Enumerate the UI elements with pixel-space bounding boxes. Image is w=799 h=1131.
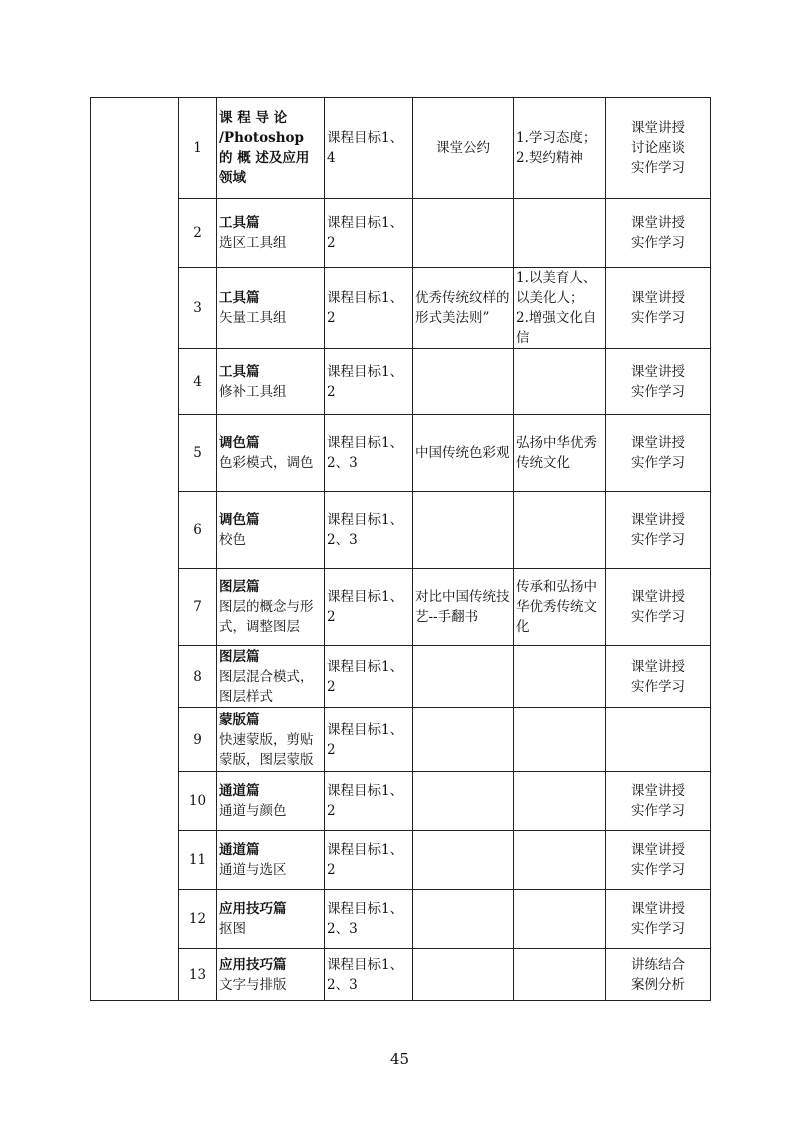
teaching-method-line: 实作学习 [631,310,685,326]
table-row [91,772,711,831]
row-number: 13 [179,949,217,1001]
topic-title: 图层篇 [219,579,260,595]
topic-cell [217,646,325,708]
ideological-point-line: 1.以美育人、以美化人； [516,270,597,306]
ideological-element [413,646,514,708]
topic-title: 调色篇 [219,435,260,451]
course-goal: 课程目标1、2 [325,199,413,268]
ideological-point [514,646,606,708]
teaching-method-line: 实作学习 [631,455,685,471]
topic-cell [217,949,325,1001]
teaching-method-line: 课堂讲授 [631,783,685,799]
table-row [91,708,711,772]
topic-cell [217,349,325,415]
teaching-method [606,772,711,831]
ideological-point-line: 1.学习态度； [516,130,597,146]
teaching-method-line: 实作学习 [631,532,685,548]
topic-subtitle: 选区工具组 [219,235,287,251]
topic-title: 图层篇 [219,648,260,665]
table-row [91,98,711,199]
teaching-method-line: 讨论座谈 [631,140,685,156]
row-number: 6 [179,492,217,569]
row-number: 8 [179,646,217,708]
row-number: 2 [179,199,217,268]
ideological-element [413,492,514,569]
row-number: 3 [179,268,217,349]
teaching-method-line: 课堂讲授 [631,120,685,136]
row-number: 5 [179,415,217,492]
table-row [91,949,711,1001]
topic-title: 应用技巧篇 [219,901,287,917]
topic-title: 蒙版篇 [219,711,260,728]
table-row [91,831,711,890]
course-goal: 课程目标1、2 [325,569,413,646]
topic-subtitle: 修补工具组 [219,383,287,400]
topic-title: 工具篇 [219,215,260,231]
merged-blank-cell [91,98,179,1001]
teaching-method-line: 课堂讲授 [631,290,685,306]
ideological-point [514,772,606,831]
table-row [91,268,711,349]
ideological-point [514,831,606,890]
course-goal: 课程目标1、4 [325,98,413,199]
row-number: 11 [179,831,217,890]
ideological-point [514,199,606,268]
ideological-element [413,349,514,415]
teaching-method [606,890,711,949]
ideological-element [413,199,514,268]
table-row [91,199,711,268]
teaching-method-line: 课堂讲授 [631,589,685,605]
topic-cell [217,415,325,492]
topic-subtitle: 校色 [219,532,246,548]
ideological-point-line: 2.增强文化自信 [516,310,597,346]
page-number: 45 [389,1050,410,1068]
topic-subtitle: 图层的概念与形式，调整图层 [219,599,314,635]
teaching-method [606,646,711,708]
ideological-element: 课堂公约 [413,98,514,199]
topic-cell [217,268,325,349]
ideological-element: 优秀传统纹样的形式美法则” [413,268,514,349]
teaching-method [606,708,711,772]
topic-subtitle: 图层混合模式，图层样式 [219,668,314,705]
teaching-method [606,415,711,492]
ideological-point [514,949,606,1001]
course-goal: 课程目标1、2 [325,772,413,831]
table-row [91,349,711,415]
course-goal: 课程目标1、2、3 [325,949,413,1001]
table-row [91,415,711,492]
teaching-method-line: 课堂讲授 [631,363,685,380]
ideological-point [514,98,606,199]
course-goal: 课程目标1、2 [325,268,413,349]
topic-subtitle: 矢量工具组 [219,310,287,326]
ideological-point [514,492,606,569]
teaching-method-line: 实作学习 [631,678,685,695]
table-row [91,890,711,949]
course-schedule-table [90,97,711,1001]
topic-title: 工具篇 [219,290,260,306]
topic-title: 通道篇 [219,783,260,799]
topic-cell [217,569,325,646]
ideological-point [514,415,606,492]
teaching-method [606,98,711,199]
row-number: 12 [179,890,217,949]
topic-title: 应用技巧篇 [219,956,287,973]
teaching-method [606,199,711,268]
teaching-method-line: 课堂讲授 [631,512,685,528]
topic-cell [217,492,325,569]
topic-subtitle: 快速蒙版，剪贴蒙版，图层蒙版 [219,731,314,768]
table-row [91,492,711,569]
ideological-element: 中国传统色彩观 [413,415,514,492]
course-goal: 课程目标1、2 [325,349,413,415]
ideological-point [514,708,606,772]
teaching-method [606,831,711,890]
ideological-element [413,949,514,1001]
ideological-point [514,569,606,646]
teaching-method-line: 案例分析 [631,976,685,993]
ideological-element: 对比中国传统技艺--手翻书 [413,569,514,646]
course-goal: 课程目标1、2、3 [325,415,413,492]
teaching-method [606,268,711,349]
teaching-method-line: 课堂讲授 [631,658,685,675]
row-number: 4 [179,349,217,415]
ideological-element [413,890,514,949]
ideological-element [413,708,514,772]
ideological-point [514,890,606,949]
topic-title: 通道篇 [219,842,260,858]
teaching-method-line: 课堂讲授 [631,435,685,451]
topic-cell [217,831,325,890]
teaching-method-line: 课堂讲授 [631,842,685,858]
course-goal: 课程目标1、2 [325,646,413,708]
topic-subtitle: 通道与选区 [219,862,287,878]
ideological-element [413,831,514,890]
table-row [91,569,711,646]
topic-subtitle: 文字与排版 [219,976,287,993]
teaching-method [606,349,711,415]
teaching-method [606,569,711,646]
ideological-point-line: 弘扬中华优秀传统文化 [516,435,597,471]
topic-subtitle: 抠图 [219,921,246,937]
topic-cell [217,890,325,949]
ideological-element [413,772,514,831]
topic-cell [217,772,325,831]
ideological-point [514,268,606,349]
course-goal: 课程目标1、2、3 [325,492,413,569]
topic-cell [217,98,325,199]
topic-title: 课 程 导 论 /Photoshop 的 概 述及应用领域 [219,110,310,186]
course-goal: 课程目标1、2、3 [325,890,413,949]
row-number: 9 [179,708,217,772]
ideological-point [514,349,606,415]
teaching-method-line: 课堂讲授 [631,215,685,231]
row-number: 10 [179,772,217,831]
teaching-method-line: 实作学习 [631,862,685,878]
teaching-method-line: 讲练结合 [631,956,685,973]
teaching-method-line: 课堂讲授 [631,901,685,917]
topic-subtitle: 色彩模式，调色 [219,455,314,471]
ideological-point-line: 传承和弘扬中华优秀传统文化 [516,579,597,635]
course-goal: 课程目标1、2 [325,831,413,890]
teaching-method-line: 实作学习 [631,803,685,819]
row-number: 1 [179,98,217,199]
row-number: 7 [179,569,217,646]
teaching-method [606,492,711,569]
teaching-method-line: 实作学习 [631,235,685,251]
teaching-method-line: 实作学习 [631,921,685,937]
topic-subtitle: 通道与颜色 [219,803,287,819]
topic-cell [217,708,325,772]
teaching-method [606,949,711,1001]
topic-title: 调色篇 [219,512,260,528]
topic-cell [217,199,325,268]
teaching-method-line: 实作学习 [631,609,685,625]
table-row [91,646,711,708]
teaching-method-line: 实作学习 [631,383,685,400]
ideological-point-line: 2.契约精神 [516,150,583,166]
teaching-method-line: 实作学习 [631,160,685,176]
topic-title: 工具篇 [219,363,260,380]
course-goal: 课程目标1、2 [325,708,413,772]
